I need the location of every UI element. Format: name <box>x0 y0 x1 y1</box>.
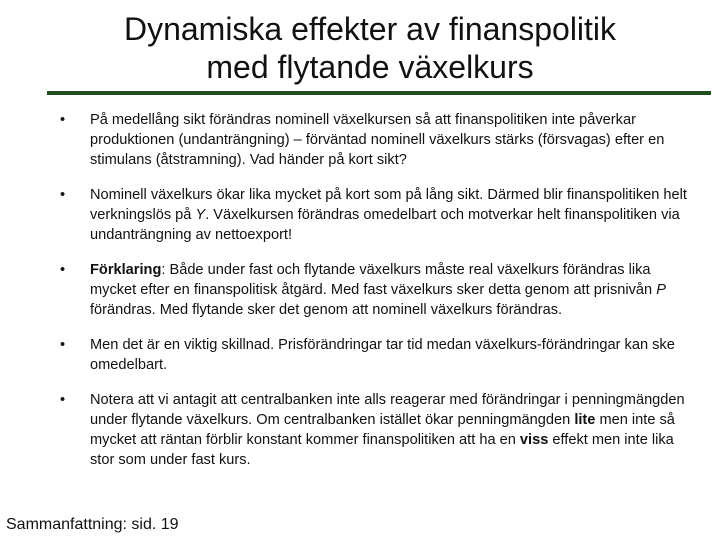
slide-title-line-2: med flytande växelkurs <box>206 49 534 85</box>
bullet-text: förändras. Med flytande sker det genom att nominell växelkurs förändras. <box>90 302 563 318</box>
bullet-emphasis: Förklaring <box>90 262 162 278</box>
bullet-text: Men det är en viktig skillnad. Prisförändringar tar tid medan växelkurs-förändringar kan ske omedelbart. <box>90 337 675 373</box>
bullet-emphasis: viss <box>519 432 549 448</box>
bullet-variable: Y <box>195 207 206 223</box>
bullet-item <box>60 335 700 375</box>
bullet-emphasis: lite <box>574 412 596 428</box>
bullet-text: effekt men inte lika stor som under fast kurs. <box>90 432 674 468</box>
slide-title <box>40 10 700 86</box>
bullet-text: . Växelkursen förändras omedelbart och motverkar helt finanspolitiken via undanträngning av nettoexport! <box>90 207 680 243</box>
bullet-text: Nominell växelkurs ökar lika mycket på kort som på lång sikt. Därmed blir finanspolitiken helt verkningslös på <box>90 187 687 223</box>
bullet-text: men inte så mycket att räntan förblir konstant kommer finanspolitiken att ha en <box>90 412 675 448</box>
bullet-variable: P <box>656 282 666 298</box>
bullet-marker: • <box>60 392 66 408</box>
bullet-text: Notera att vi antagit att centralbanken inte alls reagerar med förändringar i penningmängden under flytande växelkurs. Om centralbanken istället ökar penningmängden <box>90 392 685 428</box>
bullet-marker: • <box>60 262 66 278</box>
bullet-item <box>60 110 700 170</box>
footer-reference: Sammanfattning: sid. 19 <box>6 516 179 533</box>
bullet-item <box>60 260 700 320</box>
bullet-marker: • <box>60 112 66 128</box>
slide-title-line-1: Dynamiska effekter av finanspolitik <box>123 11 617 47</box>
title-divider <box>47 91 711 95</box>
bullet-list <box>60 110 700 485</box>
bullet-item <box>60 185 700 245</box>
bullet-item <box>60 390 700 470</box>
bullet-marker: • <box>60 337 66 353</box>
bullet-text: : Både under fast och flytande växelkurs måste real växelkurs förändras lika mycket efter en finanspolitisk åtgärd. Med fast växelkurs sker detta genom att prisnivån <box>90 262 657 298</box>
bullet-text: På medellång sikt förändras nominell växelkursen så att finanspolitiken inte påverkar produktionen (undanträngning) – förväntad nominell växelkurs stärks (försvagas) efter en stimulans (åtstramning). Vad händer på kort sikt? <box>90 112 665 168</box>
bullet-marker: • <box>60 187 66 203</box>
